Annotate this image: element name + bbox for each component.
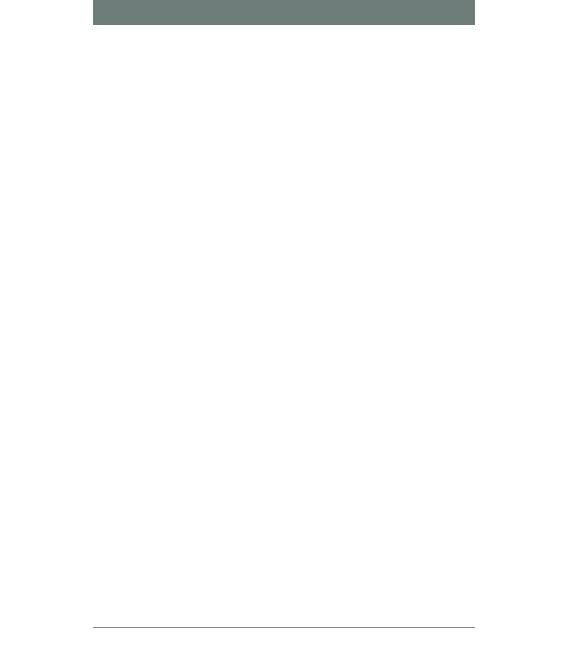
running-header bbox=[93, 0, 475, 25]
footer-rule bbox=[93, 627, 475, 628]
